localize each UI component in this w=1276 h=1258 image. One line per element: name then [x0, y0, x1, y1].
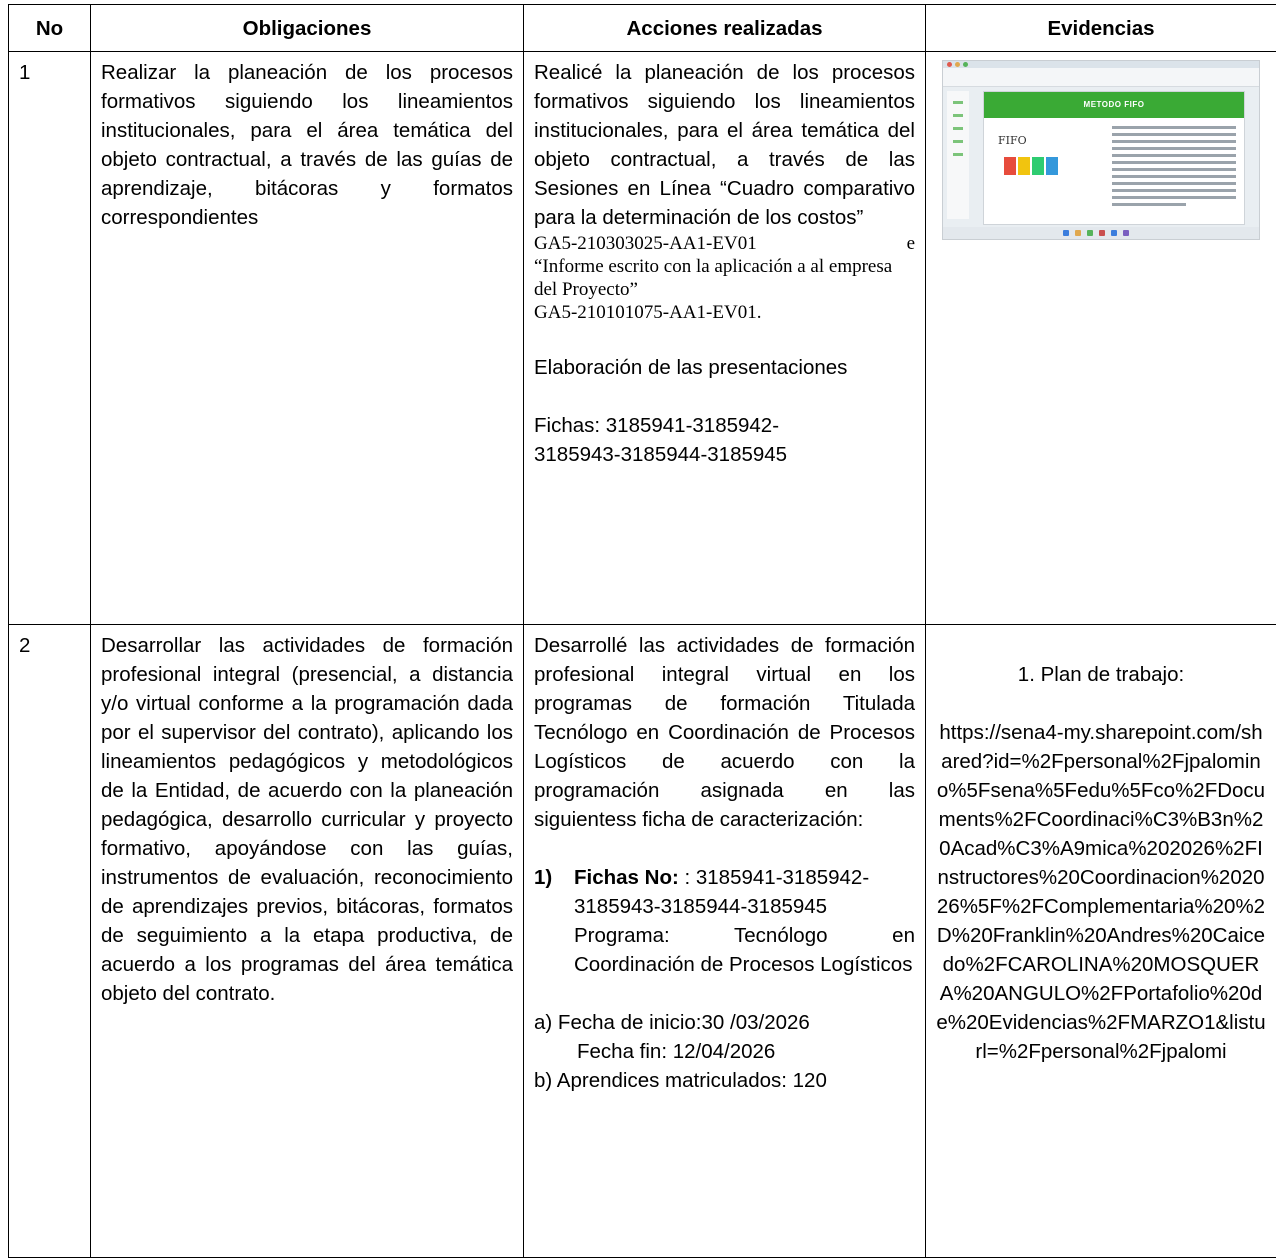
actions-cell	[524, 52, 926, 625]
evidence-title: 1. Plan de trabajo:	[936, 660, 1266, 689]
start-date: a) Fecha de inicio:30 /03/2026	[534, 1008, 915, 1037]
presentations-text: Elaboración de las presentaciones	[534, 353, 915, 382]
slide-word: FIFO	[998, 126, 1027, 155]
evidence-screenshot	[942, 60, 1260, 240]
app-ribbon	[943, 68, 1259, 87]
activity-code: GA5-210101075-AA1-EV01.	[534, 301, 915, 324]
obligation-text: Desarrollar las actividades de formación profesional integral (presencial, a distancia y/o virtual conforme a la programación dada por el supervisor del contrato), aplicando los lineamientos pedagógicos y metodológicos de la Entidad, de acuerdo con la planeación pedagógica, desarrollo curricular y proyecto formativo, apoyándose con las guías, instrumentos de evaluación, reconocimiento de aprendizajes previos, bitácoras, formatos de seguimiento a la etapa productiva, de acuerdo a los programas del área temática objeto del contrato.	[91, 625, 524, 1258]
fichas-item	[534, 863, 915, 979]
obligations-table	[8, 4, 1276, 1258]
actions-cell	[524, 625, 926, 1258]
table-row	[9, 52, 1276, 625]
fichas-text: 3185943-3185944-3185945	[534, 440, 915, 469]
evidence-cell	[926, 625, 1276, 1258]
item-number: 1)	[534, 863, 574, 979]
slide-text-block	[1112, 126, 1236, 210]
table-row	[9, 625, 1276, 1258]
activity-code-suffix: e	[907, 232, 915, 255]
header-no: No	[9, 5, 91, 52]
slide-thumbnails	[947, 91, 969, 219]
evidence-link[interactable]: https://sena4-my.sharepoint.com/shared?id=%2Fpersonal%2Fjpalomino%5Fsena%5Fedu%5Fco%2FDocuments%2FCoordinaci%C3%B3n%20Acad%C3%A9mica%202026%2FInstructores%20Coordinacion%202026%5F%2FComplementaria%20%2D%20Franklin%20Andres%20Caicedo%2FCAROLINA%20MOSQUERA%20ANGULO%2FPortafolio%20de%20Evidencias%2FMARZO1&listurl=%2Fpersonal%2Fjpalomi	[936, 718, 1266, 1066]
slide-illustration	[1004, 154, 1060, 183]
action-text: Desarrollé las actividades de formación profesional integral virtual en los programas de formación Titulada Tecnólogo en Coordinación de Procesos Logísticos de acuerdo con la programación asignada en las siguientess ficha de caracterización:	[534, 631, 915, 834]
header-evidence: Evidencias	[926, 5, 1276, 52]
item-value: 3185943-3185944-3185945	[574, 892, 915, 921]
row-number: 2	[9, 625, 91, 1258]
program-text: Programa: Tecnólogo en Coordinación de Procesos Logísticos	[574, 921, 915, 979]
action-text: Realicé la planeación de los procesos formativos siguiendo los lineamientos institucionales, para el área temática del objeto contractual, a través de las Sesiones en Línea “Cuadro comparativo para la determinación de los costos”	[534, 58, 915, 232]
fichas-text: Fichas: 3185941-3185942-	[534, 411, 915, 440]
report-title: “Informe escrito con la aplicación a al empresa del Proyecto”	[534, 255, 915, 301]
window-titlebar	[943, 61, 1259, 68]
end-date: Fecha fin: 12/04/2026	[534, 1037, 915, 1066]
taskbar	[943, 227, 1259, 239]
obligation-text: Realizar la planeación de los procesos formativos siguiendo los lineamientos institucionales, para el área temática del objeto contractual, a través de las guías de aprendizaje, bitácoras y formatos correspondientes	[91, 52, 524, 625]
header-obligations: Obligaciones	[91, 5, 524, 52]
slide-preview	[983, 91, 1245, 225]
activity-code-line	[534, 232, 915, 255]
row-number: 1	[9, 52, 91, 625]
header-actions: Acciones realizadas	[524, 5, 926, 52]
activity-code: GA5-210303025-AA1-EV01	[534, 232, 757, 255]
item-label: Fichas No:	[574, 866, 679, 889]
enrolled-count: b) Aprendices matriculados: 120	[534, 1066, 915, 1095]
item-value: : 3185941-3185942-	[679, 866, 869, 889]
slide-title: METODO FIFO	[984, 92, 1244, 118]
header-row	[9, 5, 1276, 52]
evidence-cell	[926, 52, 1276, 625]
